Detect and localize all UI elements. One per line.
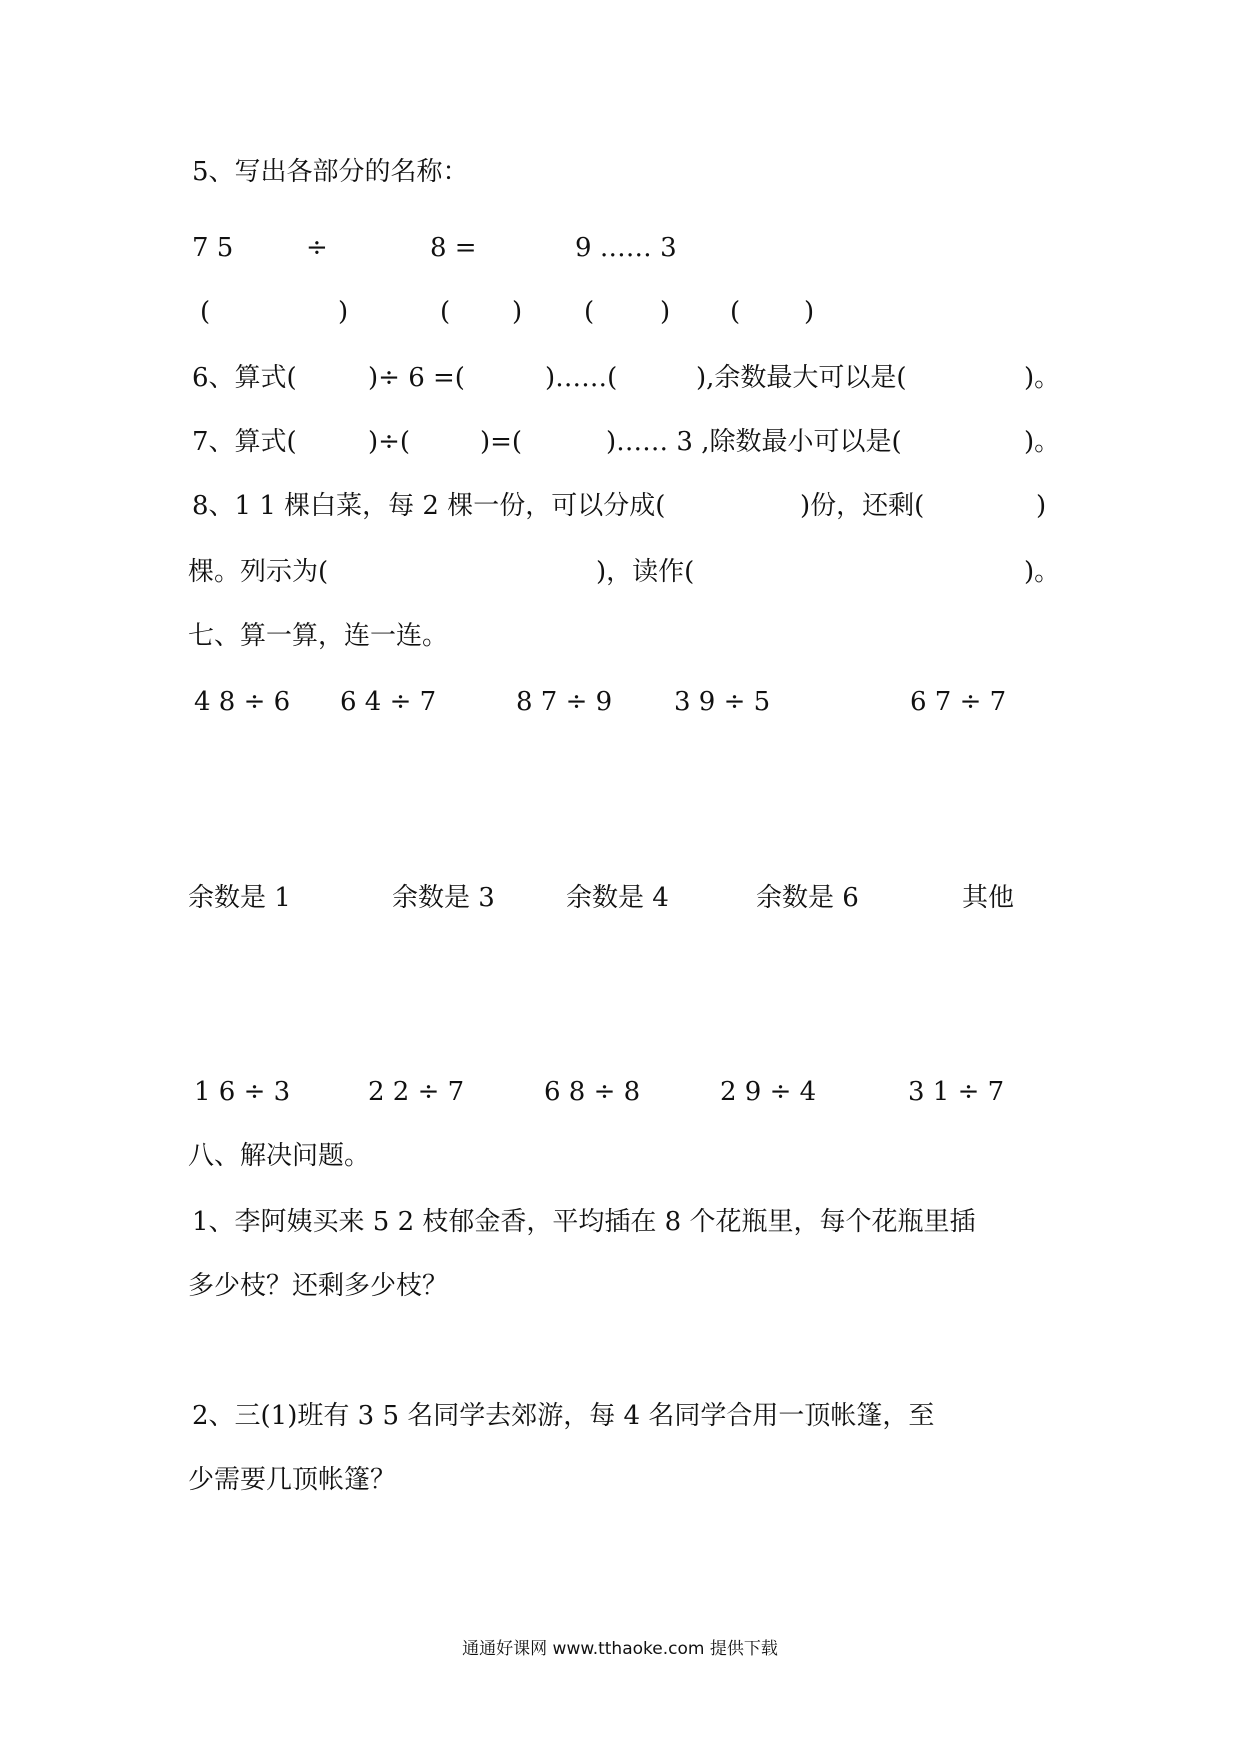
q7-part: )=( xyxy=(480,427,523,457)
problem1-line2: 多少枝？还剩多少枝？ xyxy=(188,1271,449,1301)
q5-title: 5、写出各部分的名称： xyxy=(192,157,469,187)
remainder-label: 其他 xyxy=(962,883,1015,913)
q6-part: )……( xyxy=(545,363,618,393)
expr-top: 6 4 ÷ 7 xyxy=(340,687,437,717)
q5-blank-close: ) xyxy=(512,297,523,327)
expr-top: 8 7 ÷ 9 xyxy=(516,687,613,717)
q5-div-sign: ÷ xyxy=(306,233,328,263)
q7-part: )。 xyxy=(1024,427,1061,457)
q8-line1: 8、1 1 棵白菜，每 2 棵一份，可以分成( xyxy=(192,491,666,521)
q5-blank-close: ) xyxy=(338,297,349,327)
q8-line2: 棵。列示为( xyxy=(188,557,329,587)
footer-credit: 通通好课网 www.tthaoke.com 提供下载 xyxy=(462,1639,778,1659)
remainder-label: 余数是 6 xyxy=(756,883,859,913)
q5-blank-open: ( xyxy=(200,297,211,327)
expr-top: 4 8 ÷ 6 xyxy=(194,687,291,717)
section7-title: 七、算一算，连一连。 xyxy=(188,621,449,651)
expr-top: 3 9 ÷ 5 xyxy=(674,687,771,717)
expr-bottom: 6 8 ÷ 8 xyxy=(544,1077,641,1107)
expr-bottom: 2 9 ÷ 4 xyxy=(720,1077,817,1107)
q8-line2: )，读作( xyxy=(596,557,695,587)
remainder-label: 余数是 4 xyxy=(566,883,669,913)
q5-blank-open: ( xyxy=(584,297,595,327)
expr-top: 6 7 ÷ 7 xyxy=(910,687,1007,717)
q5-blank-close: ) xyxy=(804,297,815,327)
q6-part: ),余数最大可以是( xyxy=(696,363,907,393)
expr-bottom: 3 1 ÷ 7 xyxy=(908,1077,1005,1107)
q5-blank-open: ( xyxy=(730,297,741,327)
q8-line2: )。 xyxy=(1024,557,1061,587)
section8-title: 八、解决问题。 xyxy=(188,1141,371,1171)
problem2-line2: 少需要几顶帐篷？ xyxy=(188,1465,397,1495)
q7-part: 7、算式( xyxy=(192,427,297,457)
q6-part: )÷ 6 =( xyxy=(368,363,465,393)
q8-line1: ) xyxy=(1036,491,1047,521)
q6-part: 6、算式( xyxy=(192,363,297,393)
problem2-line1: 2、三(1)班有 3 5 名同学去郊游，每 4 名同学合用一顶帐篷，至 xyxy=(192,1401,935,1431)
q5-divisor: 8 = xyxy=(430,233,477,263)
q5-blank-close: ) xyxy=(660,297,671,327)
problem1-line1: 1、李阿姨买来 5 2 枝郁金香，平均插在 8 个花瓶里，每个花瓶里插 xyxy=(192,1207,976,1237)
remainder-label: 余数是 3 xyxy=(392,883,495,913)
expr-bottom: 1 6 ÷ 3 xyxy=(194,1077,291,1107)
remainder-label: 余数是 1 xyxy=(188,883,291,913)
q8-line1: )份，还剩( xyxy=(800,491,925,521)
q5-dividend: 7 5 xyxy=(192,233,234,263)
expr-bottom: 2 2 ÷ 7 xyxy=(368,1077,465,1107)
q7-part: )…… 3 ,除数最小可以是( xyxy=(606,427,902,457)
q5-result: 9 …… 3 xyxy=(575,233,677,263)
q5-blank-open: ( xyxy=(440,297,451,327)
q6-part: )。 xyxy=(1024,363,1061,393)
q7-part: )÷( xyxy=(368,427,411,457)
